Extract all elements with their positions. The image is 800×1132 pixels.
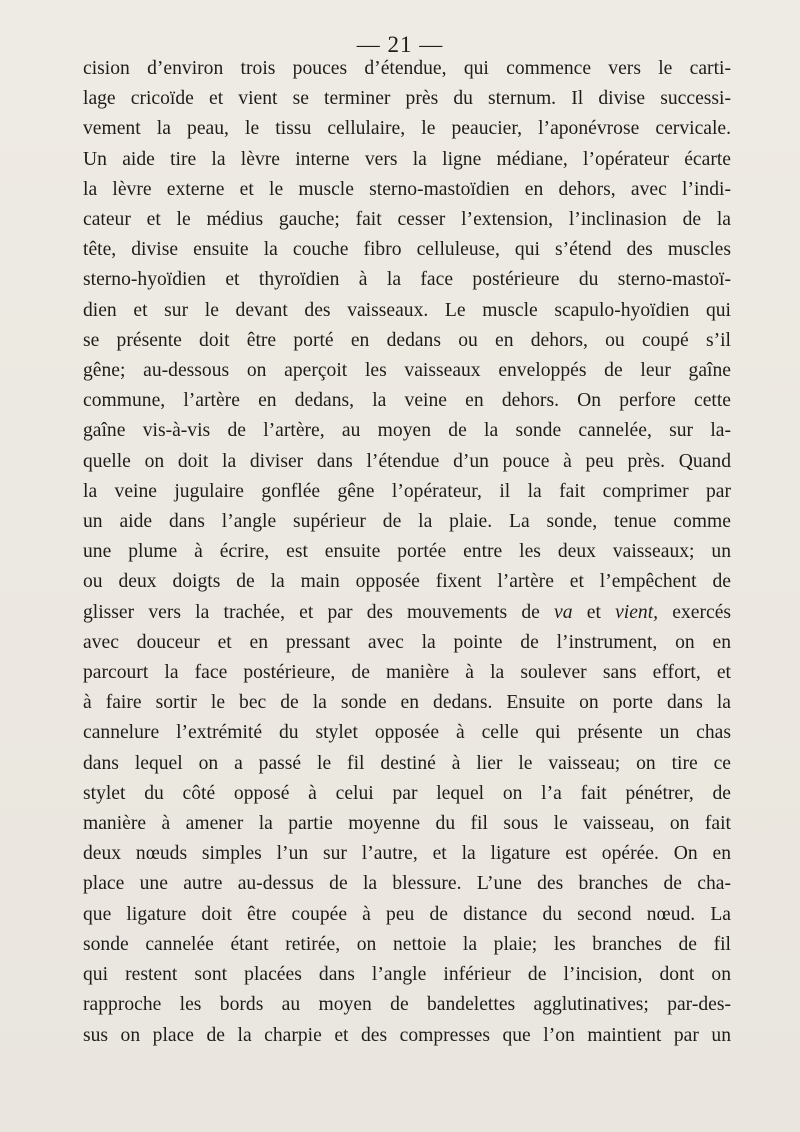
text-line: stylet du côté opposé à celui par lequel on l’a fait pénétrer, de [83, 782, 731, 804]
text-line: Un aide tire la lèvre interne vers la ligne médiane, l’opérateur écarte [83, 148, 731, 170]
text-line: cision d’environ trois pouces d’étendue, qui commence vers le carti- [83, 58, 731, 79]
text-line: sonde cannelée étant retirée, on nettoie la plaie; les branches de fil [83, 933, 731, 955]
text-line: sus on place de la charpie et des compresses que l’on maintient par un [83, 1024, 731, 1046]
page-number: — 21 — [356, 32, 444, 57]
text-line: la lèvre externe et le muscle sterno-mastoïdien en dehors, avec l’indi- [83, 178, 731, 200]
text-line: tête, divise ensuite la couche fibro celluleuse, qui s’étend des muscles [83, 239, 731, 261]
text-line: un aide dans l’angle supérieur de la plaie. La sonde, tenue comme [83, 511, 731, 533]
text-line: que ligature doit être coupée à peu de distance du second nœud. La [83, 903, 731, 925]
body-text [83, 54, 731, 1051]
text-line: vement la peau, le tissu cellulaire, le peaucier, l’aponévrose cervicale. [83, 118, 731, 140]
italic-word-vient: vient, [615, 601, 659, 623]
text-line: rapproche les bords au moyen de bandelettes agglutinatives; par-des- [83, 994, 731, 1016]
text-line: se présente doit être porté en dedans ou en dehors, ou coupé s’il [83, 329, 731, 351]
text-segment: et [586, 601, 601, 623]
text-line: cateur et le médius gauche; fait cesser l’extension, l’inclinasion de la [83, 209, 731, 231]
text-line: place une autre au-dessus de la blessure. L’une des branches de cha- [83, 873, 731, 895]
text-line: ou deux doigts de la main opposée fixent l’artère et l’empêchent de [83, 571, 731, 593]
text-segment: exercés [672, 601, 732, 623]
text-line-with-italics [83, 598, 731, 628]
text-line: gaîne vis-à-vis de l’artère, au moyen de la sonde cannelée, sur la- [83, 420, 731, 442]
text-line: parcourt la face postérieure, de manière à la soulever sans effort, et [83, 662, 731, 684]
text-line: deux nœuds simples l’un sur l’autre, et la ligature est opérée. On en [83, 843, 731, 865]
text-segment: glisser vers la trachée, et par des mouvements de [83, 601, 540, 623]
text-line: une plume à écrire, est ensuite portée entre les deux vaisseaux; un [83, 541, 731, 563]
text-line: dans lequel on a passé le fil destiné à lier le vaisseau; on tire ce [83, 752, 731, 774]
text-line: lage cricoïde et vient se terminer près du sternum. Il divise successi- [83, 88, 731, 110]
text-line: avec douceur et en pressant avec la pointe de l’instrument, on en [83, 631, 731, 653]
text-line: qui restent sont placées dans l’angle inférieur de l’incision, dont on [83, 964, 731, 986]
text-line: quelle on doit la diviser dans l’étendue d’un pouce à peu près. Quand [83, 450, 731, 472]
text-line: la veine jugulaire gonflée gêne l’opérateur, il la fait comprimer par [83, 480, 731, 502]
italic-word-va: va [554, 601, 573, 623]
text-line: dien et sur le devant des vaisseaux. Le muscle scapulo-hyoïdien qui [83, 299, 731, 321]
text-line: à faire sortir le bec de la sonde en dedans. Ensuite on porte dans la [83, 692, 731, 714]
text-line: sterno-hyoïdien et thyroïdien à la face postérieure du sterno-mastoï- [83, 269, 731, 291]
text-line: manière à amener la partie moyenne du fil sous le vaisseau, on fait [83, 813, 731, 835]
text-line: gêne; au-dessous on aperçoit les vaisseaux enveloppés de leur gaîne [83, 360, 731, 382]
text-line: commune, l’artère en dedans, la veine en dehors. On perfore cette [83, 390, 731, 412]
text-line: cannelure l’extrémité du stylet opposée à celle qui présente un chas [83, 722, 731, 744]
